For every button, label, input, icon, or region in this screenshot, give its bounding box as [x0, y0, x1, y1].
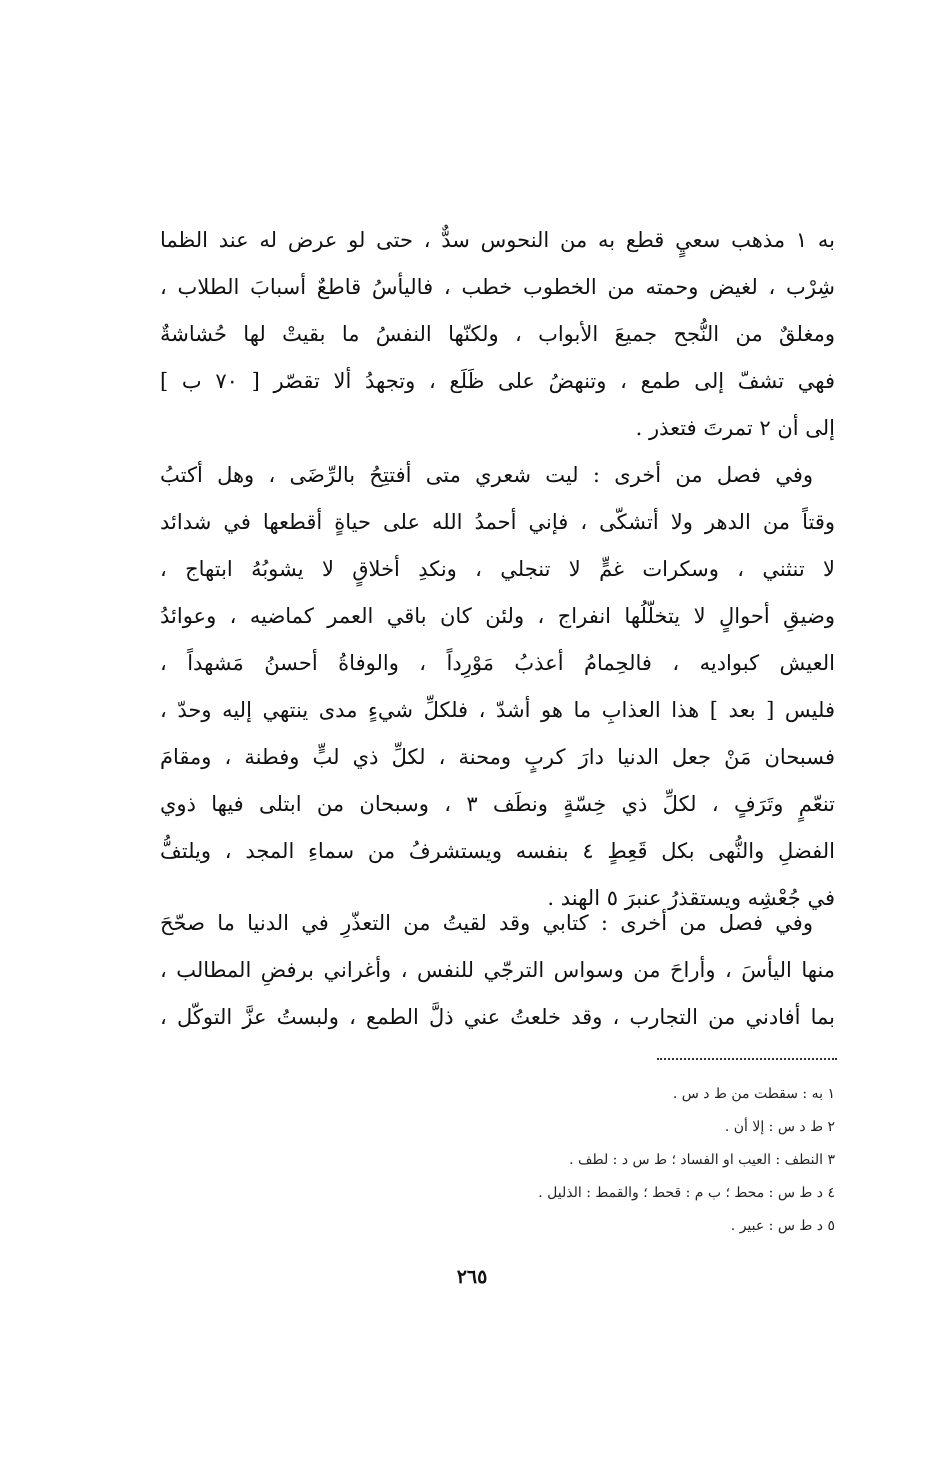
paragraph-1 [160, 217, 835, 452]
footnote-divider [657, 1058, 837, 1060]
paragraph-2 [160, 452, 835, 922]
text-line: وضيقِ أحوالٍ لا يتخلّلُها انفراج ، ولئن كان باقي العمر كماضيه ، وعوائدُ [160, 604, 835, 628]
footnote: ٤ د ط س : محط ؛ ب م : قحط ؛ والقمط : الذليل . [538, 1185, 835, 1201]
text-line: به ۱ مذهب سعيٍ قطع به من النحوس سدٌّ ، حتى لو عرض له عند الظما [160, 228, 835, 252]
text-line: وفي فصل من أخرى : كتابي وقد لقيتُ من التعذّرِ في الدنيا ما صحّحَ [160, 911, 813, 935]
text-line: فليس [ بعد ] هذا العذابِ ما هو أشدّ ، فلكلِّ شيءٍ مدى ينتهي إليه وحدّ ، [160, 698, 835, 722]
text-line: منها اليأسَ ، وأراحَ من وسواس الترجّي للنفس ، وأغراني برفضِ المطالب ، [160, 958, 835, 982]
text-line: تنعّمٍ وتَرَفٍ ، لكلِّ ذي خِسّةٍ ونطَف ۳ ، وسبحان من ابتلى فيها ذوي [160, 792, 835, 816]
text-line: وقتاً من الدهر ولا أتشكّى ، فإني أحمدُ الله على حياةٍ أقطعها في شدائد [160, 510, 835, 534]
text-line: فهي تشفّ إلى طمع ، وتنهضُ على ظَلَع ، وتجهدُ ألا تقصّر [ ٧٠ ب ] [160, 369, 835, 393]
text-line: فسبحان مَنْ جعل الدنيا دارَ كربٍ ومحنة ، لكلِّ ذي لبٍّ وفطنة ، ومقامَ [160, 745, 835, 769]
footnote: ١ به : سقطت من ط د س . [672, 1086, 835, 1102]
footnote: ٥ د ط س : عبير . [730, 1218, 835, 1234]
text-line: العيش كبواديه ، فالحِمامُ أعذبُ مَوْرِداً ، والوفاةُ أحسنُ مَشهداً ، [160, 651, 835, 675]
footnotes [380, 1078, 835, 1243]
text-line: الفضلِ والنُّهى بكل قَعِطٍ ٤ بنفسه ويستشرفُ من سماءِ المجد ، ويلتفُّ [160, 839, 835, 863]
text-line: وفي فصل من أخرى : ليت شعري متى أفتتِحُ بالرِّضَى ، وهل أكتبُ [160, 463, 813, 487]
text-line: لا تنثني ، وسكرات غمٍّ لا تنجلي ، ونكدِ أخلاقٍ لا يشوبُهُ ابتهاج ، [160, 557, 835, 581]
text-line: شِرْب ، لغيض وحمته من الخطوب خطب ، فاليأسُ قاطعٌ أسبابَ الطلاب ، [160, 275, 835, 299]
text-line: في جُعْشِه ويستقذرُ عنبرَ ٥ الهند . [547, 886, 835, 910]
text-line: إلى أن ۲ تمرتَ فتعذر . [635, 416, 835, 440]
page-number: ٢٦٥ [456, 1266, 488, 1288]
footnote: ٢ ط د س : إلا أن . [724, 1119, 835, 1135]
paragraph-3 [160, 900, 835, 1041]
footnote: ٣ النطف : العيب او الفساد ؛ ط س د : لطف . [569, 1152, 835, 1168]
text-line: ومغلقٌ من النُّجح جميعَ الأبواب ، ولكنّها النفسُ ما بقيتْ لها حُشاشةٌ [160, 322, 835, 346]
text-line: بما أفادني من التجارب ، وقد خلعتُ عني ذلَّ الطمع ، ولبستُ عزَّ التوكّل ، [160, 1005, 835, 1029]
